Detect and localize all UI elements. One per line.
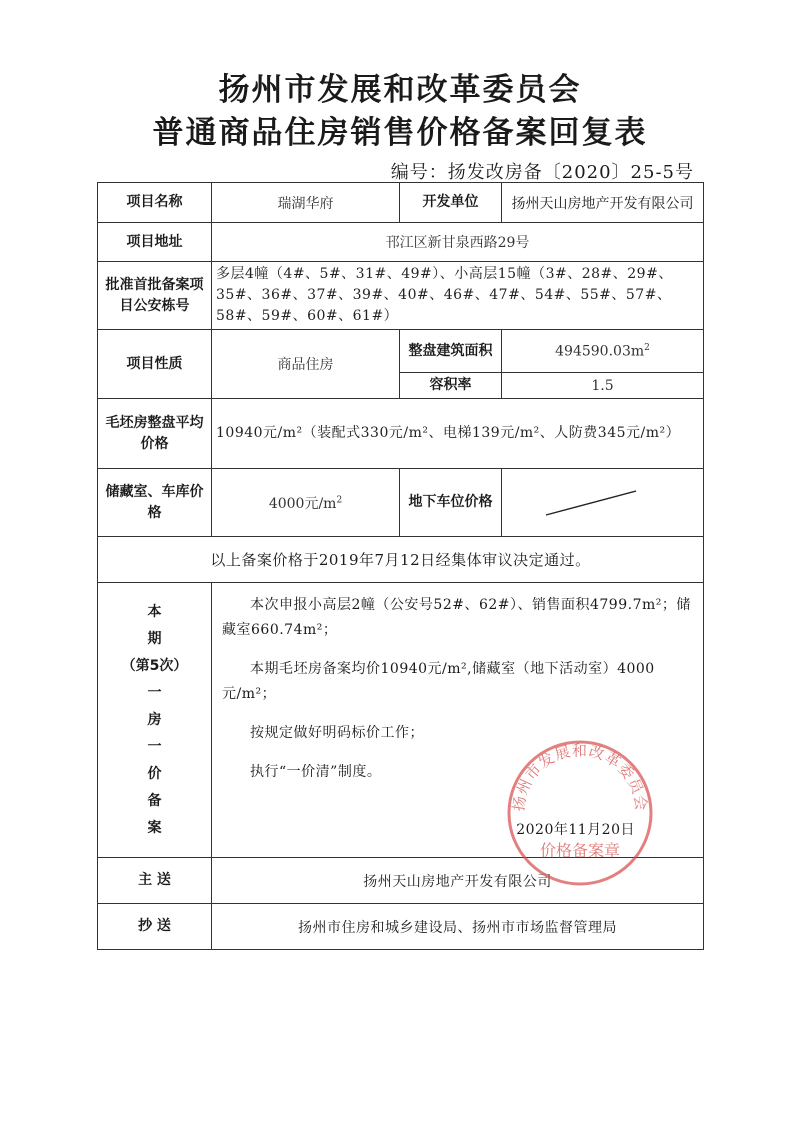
filing-table bbox=[97, 182, 704, 950]
row-nature bbox=[98, 330, 704, 373]
label-char: 本 bbox=[147, 603, 162, 620]
document-number: 编号：扬发改房备〔2020〕25-5号 bbox=[390, 162, 694, 183]
row-avg-price bbox=[98, 399, 704, 469]
developer-value: 扬州天山房地产开发有限公司 bbox=[502, 183, 704, 223]
row-approved-buildings bbox=[98, 262, 704, 330]
label-char: 房 bbox=[147, 711, 162, 728]
total-area-cell bbox=[502, 330, 704, 373]
filing-date: 2020年11月20日 bbox=[516, 822, 635, 838]
developer-label: 开发单位 bbox=[400, 183, 502, 223]
current-filing-content bbox=[212, 583, 704, 858]
paragraph: 本期毛坯房备案均价10940元/m²,储藏室（地下活动室）4000元/m²； bbox=[222, 661, 655, 702]
underground-parking-label: 地下车位价格 bbox=[400, 469, 502, 537]
nature-value: 商品住房 bbox=[212, 330, 400, 399]
project-name-label: 项目名称 bbox=[98, 183, 212, 223]
underground-parking-value bbox=[502, 469, 704, 537]
total-area-label: 整盘建筑面积 bbox=[400, 330, 502, 373]
approved-buildings-value: 多层4幢（4#、5#、31#、49#）、小高层15幢（3#、28#、29#、35#、36#、37#、39#、40#、46#、47#、54#、55#、57#、58#、59#、60#、61#） bbox=[212, 262, 704, 330]
main-send-label: 主 送 bbox=[98, 858, 212, 904]
approved-buildings-label: 批准首批备案项目公安栋号 bbox=[98, 262, 212, 330]
title-line2: 普通商品住房销售价格备案回复表 bbox=[152, 115, 648, 151]
address-label: 项目地址 bbox=[98, 223, 212, 262]
storage-value: 4000元/m bbox=[268, 495, 337, 512]
paragraph: 本次申报小高层2幢（公安号52#、62#）、销售面积4799.7m²；储藏室660.74m²； bbox=[222, 597, 691, 638]
label-char: 一 bbox=[147, 738, 162, 755]
avg-price-label: 毛坯房整盘平均价格 bbox=[98, 399, 212, 469]
total-area-value: 494590.03m bbox=[555, 343, 645, 360]
seal-inner-text: 价格备案章 bbox=[539, 841, 621, 860]
row-approval-note bbox=[98, 537, 704, 583]
current-filing-label bbox=[98, 583, 212, 858]
storage-cell bbox=[212, 469, 400, 537]
approval-note: 以上备案价格于2019年7月12日经集体审议决定通过。 bbox=[98, 537, 704, 583]
cc-label: 抄 送 bbox=[98, 904, 212, 950]
far-value: 1.5 bbox=[502, 373, 704, 399]
nature-label: 项目性质 bbox=[98, 330, 212, 399]
project-name-value: 瑞湖华府 bbox=[212, 183, 400, 223]
label-char: （第5次） bbox=[121, 657, 188, 674]
diagonal-strike-mark bbox=[506, 481, 700, 521]
title-line1: 扬州市发展和改革委员会 bbox=[218, 72, 582, 108]
far-label: 容积率 bbox=[400, 373, 502, 399]
row-current-filing bbox=[98, 583, 704, 858]
row-storage bbox=[98, 469, 704, 537]
storage-label: 储藏室、车库价格 bbox=[98, 469, 212, 537]
address-value: 邗江区新甘泉西路29号 bbox=[212, 223, 704, 262]
paragraph: 按规定做好明码标价工作； bbox=[250, 725, 424, 741]
label-char: 案 bbox=[147, 819, 162, 836]
row-cc bbox=[98, 904, 704, 950]
label-char: 一 bbox=[147, 684, 162, 701]
label-char: 价 bbox=[147, 765, 162, 782]
total-area-unit-sup: 2 bbox=[644, 342, 650, 353]
seal-outer-text: 扬州市发展和改革委员会 bbox=[509, 741, 651, 813]
avg-price-value: 10940元/m²（装配式330元/m²、电梯139元/m²、人防费345元/m²） bbox=[212, 399, 704, 469]
main-send-value: 扬州天山房地产开发有限公司 bbox=[212, 858, 704, 904]
storage-unit-sup: 2 bbox=[336, 494, 343, 505]
label-char: 期 bbox=[147, 630, 162, 647]
cc-value: 扬州市住房和城乡建设局、扬州市市场监督管理局 bbox=[212, 904, 704, 950]
row-project-name bbox=[98, 183, 704, 223]
paragraph: 执行“一价清”制度。 bbox=[250, 764, 382, 780]
label-char: 备 bbox=[147, 792, 162, 809]
row-address bbox=[98, 223, 704, 262]
row-main-send bbox=[98, 858, 704, 904]
